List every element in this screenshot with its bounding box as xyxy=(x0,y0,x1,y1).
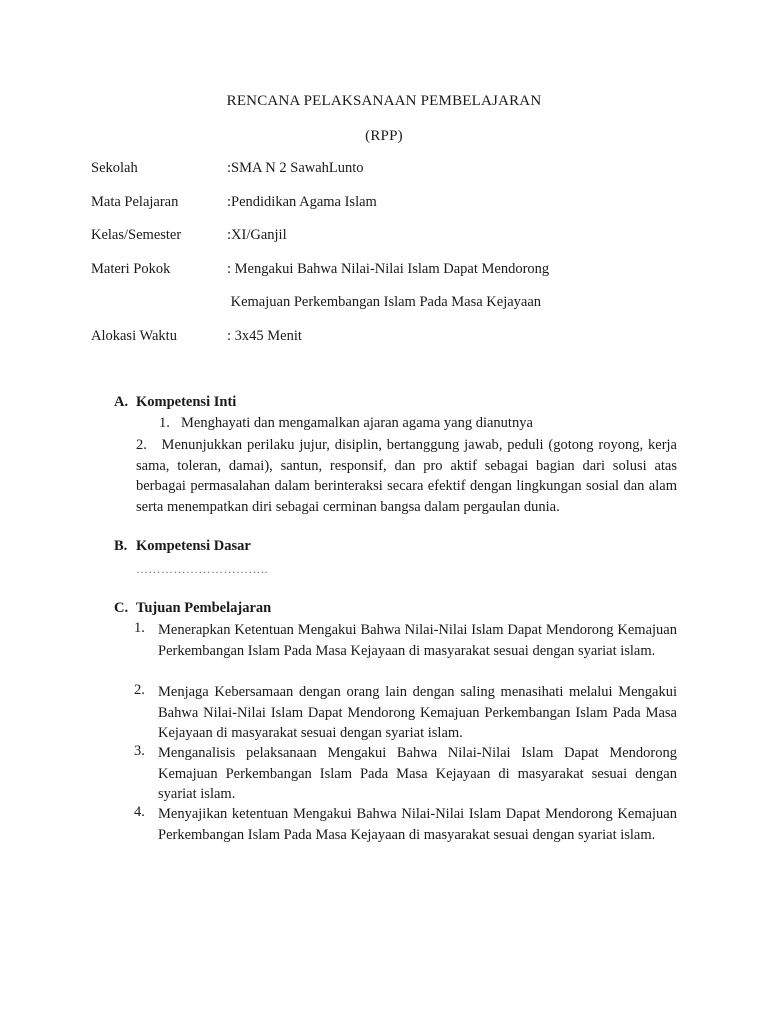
list-text: Menerapkan Ketentuan Mengakui Bahwa Nilai-Nilai Islam Dapat Mendorong Kemajuan Perkembangan Islam Pada Masa Kejayaan di masyarakat sesuai dengan syariat islam. xyxy=(158,622,677,659)
info-value: : 3x45 Menit xyxy=(227,328,302,344)
info-value: :XI/Ganjil xyxy=(227,227,287,243)
list-number: 4. xyxy=(134,804,145,820)
info-value: Kemajuan Perkembangan Islam Pada Masa Kejayaan xyxy=(227,294,542,310)
info-value: : Mengakui Bahwa Nilai-Nilai Islam Dapat Mendorong xyxy=(227,261,550,277)
info-label: Kelas/Semester xyxy=(91,227,182,243)
kompetensi-dasar-placeholder: ………………………….. xyxy=(136,562,268,576)
document-subtitle: (RPP) xyxy=(365,128,403,144)
info-label: Sekolah xyxy=(91,160,138,176)
list-text: Menganalisis pelaksanaan Mengakui Bahwa Nilai-Nilai Islam Dapat Mendorong Kemajuan Perkembangan Islam Pada Masa Kejayaan di masyarakat sesuai dengan syariat islam. xyxy=(158,745,677,803)
document-title: RENCANA PELAKSANAAN PEMBELAJARAN xyxy=(226,93,542,109)
list-number: 1. xyxy=(134,620,145,636)
section-letter: C. xyxy=(114,600,129,616)
section-heading-kompetensi-dasar xyxy=(114,538,251,555)
list-number: 2. xyxy=(134,682,145,698)
info-label: Mata Pelajaran xyxy=(91,194,179,210)
section-title: Kompetensi Inti xyxy=(136,394,237,410)
list-text: Menjaga Kebersamaan dengan orang lain dengan saling menasihati melalui Mengakui Bahwa Nilai-Nilai Islam Dapat Mendorong Kemajuan Perkembangan Islam Pada Masa Kejayaan di masyarakat sesuai dengan syariat islam. xyxy=(158,684,677,742)
section-title: Tujuan Pembelajaran xyxy=(136,600,272,616)
list-number: 1. xyxy=(159,415,170,431)
section-title: Kompetensi Dasar xyxy=(136,538,251,554)
kompetensi-inti-item-2: 2. Menunjukkan perilaku jujur, disiplin, bertanggung jawab, peduli (gotong royong, kerja sama, toleran, damai), santun, responsif, dan pro aktif sebagai bagian dari solusi atas berbagai permasalahan dalam berinteraksi secara efektif dengan lingkungan sosial dan alam serta menempatkan diri sebagai cerminan bangsa dalam pergaulan dunia. xyxy=(136,437,681,516)
list-number: 3. xyxy=(134,743,145,759)
info-value: :SMA N 2 SawahLunto xyxy=(227,160,364,176)
kompetensi-inti-item-1 xyxy=(159,415,533,432)
section-letter: B. xyxy=(114,538,128,554)
section-heading-tujuan-pembelajaran xyxy=(114,600,271,617)
list-text: Menyajikan ketentuan Mengakui Bahwa Nilai-Nilai Islam Dapat Mendorong Kemajuan Perkembangan Islam Pada Masa Kejayaan di masyarakat sesuai dengan syariat islam. xyxy=(158,806,677,843)
info-label: Materi Pokok xyxy=(91,261,171,277)
info-label: Alokasi Waktu xyxy=(91,328,177,344)
list-text: Menghayati dan mengamalkan ajaran agama yang dianutnya xyxy=(181,415,533,431)
section-letter: A. xyxy=(114,394,129,410)
section-heading-kompetensi-inti xyxy=(114,394,236,411)
info-value: :Pendidikan Agama Islam xyxy=(227,194,377,210)
